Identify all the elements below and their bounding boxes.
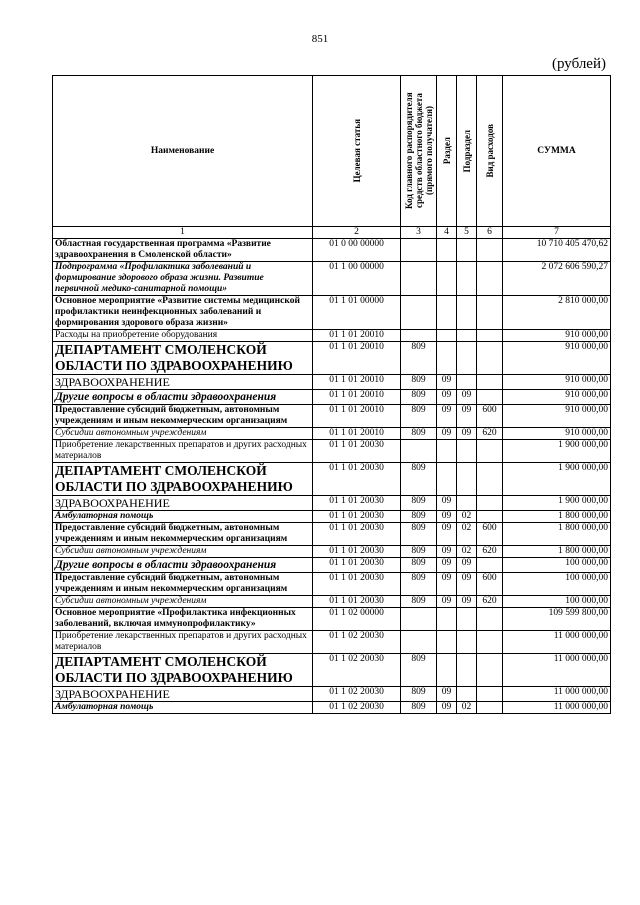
cell-sum: 1 900 000,00 bbox=[503, 440, 611, 463]
cell-target: 01 0 00 00000 bbox=[313, 239, 401, 262]
table-row bbox=[53, 654, 611, 687]
table-row bbox=[53, 375, 611, 390]
cell-exp bbox=[477, 440, 503, 463]
cell-admin: 809 bbox=[401, 558, 437, 573]
cell-section: 09 bbox=[437, 428, 457, 440]
cell-name: Субсидии автономным учреждениям bbox=[53, 596, 313, 608]
cell-subsection: 09 bbox=[457, 596, 477, 608]
column-number: 3 bbox=[401, 227, 437, 239]
table-row bbox=[53, 608, 611, 631]
cell-target: 01 1 01 20010 bbox=[313, 405, 401, 428]
cell-name: Предоставление субсидий бюджетным, автономным учреждениям и иным некоммерческим организациям bbox=[53, 523, 313, 546]
cell-name: Приобретение лекарственных препаратов и других расходных материалов bbox=[53, 440, 313, 463]
cell-name: Расходы на приобретение оборудования bbox=[53, 330, 313, 342]
cell-section: 09 bbox=[437, 390, 457, 405]
cell-admin bbox=[401, 262, 437, 296]
cell-section bbox=[437, 440, 457, 463]
cell-subsection bbox=[457, 654, 477, 687]
cell-exp: 620 bbox=[477, 428, 503, 440]
cell-admin bbox=[401, 239, 437, 262]
cell-admin bbox=[401, 296, 437, 330]
table-row bbox=[53, 596, 611, 608]
cell-exp bbox=[477, 239, 503, 262]
header-expense-type: Вид расходов bbox=[477, 76, 503, 227]
page-number: 851 bbox=[311, 33, 329, 45]
cell-admin: 809 bbox=[401, 654, 437, 687]
table-row bbox=[53, 558, 611, 573]
cell-target: 01 1 02 20030 bbox=[313, 687, 401, 702]
cell-section: 09 bbox=[437, 496, 457, 511]
cell-exp: 600 bbox=[477, 523, 503, 546]
cell-sum: 100 000,00 bbox=[503, 573, 611, 596]
column-number: 2 bbox=[313, 227, 401, 239]
table-row bbox=[53, 428, 611, 440]
cell-exp bbox=[477, 342, 503, 375]
cell-admin: 809 bbox=[401, 702, 437, 714]
table-row bbox=[53, 511, 611, 523]
cell-subsection: 09 bbox=[457, 428, 477, 440]
cell-target: 01 1 02 20030 bbox=[313, 654, 401, 687]
cell-exp bbox=[477, 702, 503, 714]
column-number: 7 bbox=[503, 227, 611, 239]
cell-admin: 809 bbox=[401, 496, 437, 511]
cell-subsection: 09 bbox=[457, 405, 477, 428]
cell-sum: 2 072 606 590,27 bbox=[503, 262, 611, 296]
cell-name: ДЕПАРТАМЕНТ СМОЛЕНСКОЙ ОБЛАСТИ ПО ЗДРАВООХРАНЕНИЮ bbox=[53, 654, 313, 687]
cell-exp bbox=[477, 296, 503, 330]
cell-target: 01 1 01 20030 bbox=[313, 463, 401, 496]
cell-section bbox=[437, 262, 457, 296]
cell-section bbox=[437, 608, 457, 631]
cell-name: Приобретение лекарственных препаратов и других расходных материалов bbox=[53, 631, 313, 654]
cell-exp bbox=[477, 608, 503, 631]
cell-subsection: 02 bbox=[457, 546, 477, 558]
cell-sum: 1 800 000,00 bbox=[503, 511, 611, 523]
cell-name: Амбулаторная помощь bbox=[53, 702, 313, 714]
cell-target: 01 1 01 20010 bbox=[313, 342, 401, 375]
table-row bbox=[53, 702, 611, 714]
cell-section bbox=[437, 654, 457, 687]
cell-section bbox=[437, 330, 457, 342]
header-sum: СУММА bbox=[503, 76, 611, 227]
cell-name: Субсидии автономным учреждениям bbox=[53, 546, 313, 558]
cell-sum: 910 000,00 bbox=[503, 342, 611, 375]
cell-subsection: 09 bbox=[457, 558, 477, 573]
column-number: 5 bbox=[457, 227, 477, 239]
cell-sum: 1 800 000,00 bbox=[503, 523, 611, 546]
cell-sum: 100 000,00 bbox=[503, 558, 611, 573]
table-row bbox=[53, 262, 611, 296]
cell-subsection bbox=[457, 496, 477, 511]
column-number: 1 bbox=[53, 227, 313, 239]
cell-sum: 1 900 000,00 bbox=[503, 496, 611, 511]
header-target: Целевая статья bbox=[313, 76, 401, 227]
cell-target: 01 1 02 00000 bbox=[313, 608, 401, 631]
cell-exp bbox=[477, 687, 503, 702]
table-body bbox=[53, 239, 611, 714]
table-row bbox=[53, 463, 611, 496]
cell-name: Субсидии автономным учреждениям bbox=[53, 428, 313, 440]
cell-admin: 809 bbox=[401, 463, 437, 496]
cell-exp bbox=[477, 631, 503, 654]
cell-subsection: 02 bbox=[457, 523, 477, 546]
cell-name: ЗДРАВООХРАНЕНИЕ bbox=[53, 496, 313, 511]
column-number-row bbox=[53, 227, 611, 239]
table-row bbox=[53, 296, 611, 330]
cell-target: 01 1 01 20030 bbox=[313, 573, 401, 596]
header-name: Наименование bbox=[53, 76, 313, 227]
cell-name: Другие вопросы в области здравоохранения bbox=[53, 558, 313, 573]
cell-section bbox=[437, 463, 457, 496]
header-row bbox=[53, 76, 611, 227]
cell-subsection bbox=[457, 342, 477, 375]
table-row bbox=[53, 496, 611, 511]
cell-exp bbox=[477, 496, 503, 511]
cell-subsection bbox=[457, 463, 477, 496]
cell-target: 01 1 01 20010 bbox=[313, 390, 401, 405]
cell-target: 01 1 01 20030 bbox=[313, 440, 401, 463]
cell-sum: 910 000,00 bbox=[503, 405, 611, 428]
cell-sum: 2 810 000,00 bbox=[503, 296, 611, 330]
cell-exp bbox=[477, 463, 503, 496]
column-number: 6 bbox=[477, 227, 503, 239]
cell-sum: 11 000 000,00 bbox=[503, 702, 611, 714]
cell-exp bbox=[477, 262, 503, 296]
table-row bbox=[53, 631, 611, 654]
cell-section: 09 bbox=[437, 405, 457, 428]
cell-exp bbox=[477, 390, 503, 405]
cell-subsection bbox=[457, 440, 477, 463]
table-row bbox=[53, 405, 611, 428]
cell-exp bbox=[477, 330, 503, 342]
cell-target: 01 1 02 20030 bbox=[313, 702, 401, 714]
cell-admin: 809 bbox=[401, 405, 437, 428]
cell-admin bbox=[401, 631, 437, 654]
cell-subsection bbox=[457, 608, 477, 631]
cell-subsection bbox=[457, 296, 477, 330]
cell-subsection: 02 bbox=[457, 702, 477, 714]
cell-section: 09 bbox=[437, 702, 457, 714]
cell-sum: 910 000,00 bbox=[503, 375, 611, 390]
cell-name: Предоставление субсидий бюджетным, автономным учреждениям и иным некоммерческим организациям bbox=[53, 405, 313, 428]
cell-subsection bbox=[457, 262, 477, 296]
cell-section: 09 bbox=[437, 523, 457, 546]
cell-exp bbox=[477, 375, 503, 390]
cell-target: 01 1 01 20030 bbox=[313, 546, 401, 558]
cell-exp bbox=[477, 558, 503, 573]
cell-target: 01 1 01 20010 bbox=[313, 428, 401, 440]
cell-sum: 10 710 405 470,62 bbox=[503, 239, 611, 262]
cell-section bbox=[437, 342, 457, 375]
cell-admin bbox=[401, 440, 437, 463]
cell-sum: 11 000 000,00 bbox=[503, 687, 611, 702]
cell-target: 01 1 01 20010 bbox=[313, 330, 401, 342]
cell-target: 01 1 01 20030 bbox=[313, 523, 401, 546]
cell-sum: 100 000,00 bbox=[503, 596, 611, 608]
cell-admin: 809 bbox=[401, 596, 437, 608]
cell-admin bbox=[401, 330, 437, 342]
cell-exp: 600 bbox=[477, 405, 503, 428]
cell-sum: 910 000,00 bbox=[503, 330, 611, 342]
cell-name: Предоставление субсидий бюджетным, автономным учреждениям и иным некоммерческим организациям bbox=[53, 573, 313, 596]
header-admin: Код главного распорядителя средств областного бюджета (прямого получателя) bbox=[401, 76, 437, 227]
cell-sum: 910 000,00 bbox=[503, 428, 611, 440]
cell-sum: 1 800 000,00 bbox=[503, 546, 611, 558]
cell-subsection: 09 bbox=[457, 390, 477, 405]
cell-section: 09 bbox=[437, 573, 457, 596]
cell-section: 09 bbox=[437, 375, 457, 390]
cell-sum: 11 000 000,00 bbox=[503, 631, 611, 654]
table-row bbox=[53, 573, 611, 596]
cell-target: 01 1 01 20030 bbox=[313, 596, 401, 608]
cell-admin: 809 bbox=[401, 687, 437, 702]
table-row bbox=[53, 342, 611, 375]
cell-target: 01 1 00 00000 bbox=[313, 262, 401, 296]
cell-name: Основное мероприятие «Профилактика инфекционных заболеваний, включая иммунопрофилактику» bbox=[53, 608, 313, 631]
cell-name: Другие вопросы в области здравоохранения bbox=[53, 390, 313, 405]
cell-admin: 809 bbox=[401, 546, 437, 558]
table-row bbox=[53, 546, 611, 558]
budget-table bbox=[52, 75, 611, 714]
cell-section: 09 bbox=[437, 511, 457, 523]
cell-target: 01 1 02 20030 bbox=[313, 631, 401, 654]
table-row bbox=[53, 239, 611, 262]
cell-subsection bbox=[457, 375, 477, 390]
cell-exp: 620 bbox=[477, 546, 503, 558]
cell-target: 01 1 01 20030 bbox=[313, 558, 401, 573]
cell-sum: 910 000,00 bbox=[503, 390, 611, 405]
cell-section bbox=[437, 239, 457, 262]
cell-name: Подпрограмма «Профилактика заболеваний и формирование здорового образа жизни. Развитие первичной медико-санитарной помощи» bbox=[53, 262, 313, 296]
cell-sum: 11 000 000,00 bbox=[503, 654, 611, 687]
cell-name: ЗДРАВООХРАНЕНИЕ bbox=[53, 375, 313, 390]
cell-subsection bbox=[457, 330, 477, 342]
cell-section: 09 bbox=[437, 596, 457, 608]
cell-admin: 809 bbox=[401, 375, 437, 390]
cell-subsection: 02 bbox=[457, 511, 477, 523]
cell-admin: 809 bbox=[401, 511, 437, 523]
cell-section: 09 bbox=[437, 687, 457, 702]
table-row bbox=[53, 440, 611, 463]
cell-admin bbox=[401, 608, 437, 631]
cell-subsection: 09 bbox=[457, 573, 477, 596]
cell-name: ЗДРАВООХРАНЕНИЕ bbox=[53, 687, 313, 702]
table-row bbox=[53, 330, 611, 342]
header-subsection: Подраздел bbox=[457, 76, 477, 227]
cell-admin: 809 bbox=[401, 523, 437, 546]
cell-name: Основное мероприятие «Развитие системы медицинской профилактики неинфекционных заболеваний и формирования здорового образа жизни» bbox=[53, 296, 313, 330]
cell-target: 01 1 01 20030 bbox=[313, 511, 401, 523]
cell-admin: 809 bbox=[401, 390, 437, 405]
header-section: Раздел bbox=[437, 76, 457, 227]
cell-name: Амбулаторная помощь bbox=[53, 511, 313, 523]
table-row bbox=[53, 523, 611, 546]
cell-sum: 1 900 000,00 bbox=[503, 463, 611, 496]
cell-section: 09 bbox=[437, 558, 457, 573]
cell-target: 01 1 01 20010 bbox=[313, 375, 401, 390]
cell-exp bbox=[477, 654, 503, 687]
cell-subsection bbox=[457, 631, 477, 654]
cell-target: 01 1 01 00000 bbox=[313, 296, 401, 330]
cell-section bbox=[437, 631, 457, 654]
table-row bbox=[53, 687, 611, 702]
cell-exp: 600 bbox=[477, 573, 503, 596]
cell-target: 01 1 01 20030 bbox=[313, 496, 401, 511]
cell-name: ДЕПАРТАМЕНТ СМОЛЕНСКОЙ ОБЛАСТИ ПО ЗДРАВООХРАНЕНИЮ bbox=[53, 342, 313, 375]
currency-unit: (рублей) bbox=[551, 56, 606, 72]
cell-subsection bbox=[457, 239, 477, 262]
cell-exp bbox=[477, 511, 503, 523]
cell-admin: 809 bbox=[401, 573, 437, 596]
cell-sum: 109 599 800,00 bbox=[503, 608, 611, 631]
cell-admin: 809 bbox=[401, 428, 437, 440]
cell-section bbox=[437, 296, 457, 330]
cell-admin: 809 bbox=[401, 342, 437, 375]
table-row bbox=[53, 390, 611, 405]
cell-exp: 620 bbox=[477, 596, 503, 608]
cell-name: ДЕПАРТАМЕНТ СМОЛЕНСКОЙ ОБЛАСТИ ПО ЗДРАВООХРАНЕНИЮ bbox=[53, 463, 313, 496]
cell-subsection bbox=[457, 687, 477, 702]
cell-section: 09 bbox=[437, 546, 457, 558]
cell-name: Областная государственная программа «Развитие здравоохранения в Смоленской области» bbox=[53, 239, 313, 262]
column-number: 4 bbox=[437, 227, 457, 239]
